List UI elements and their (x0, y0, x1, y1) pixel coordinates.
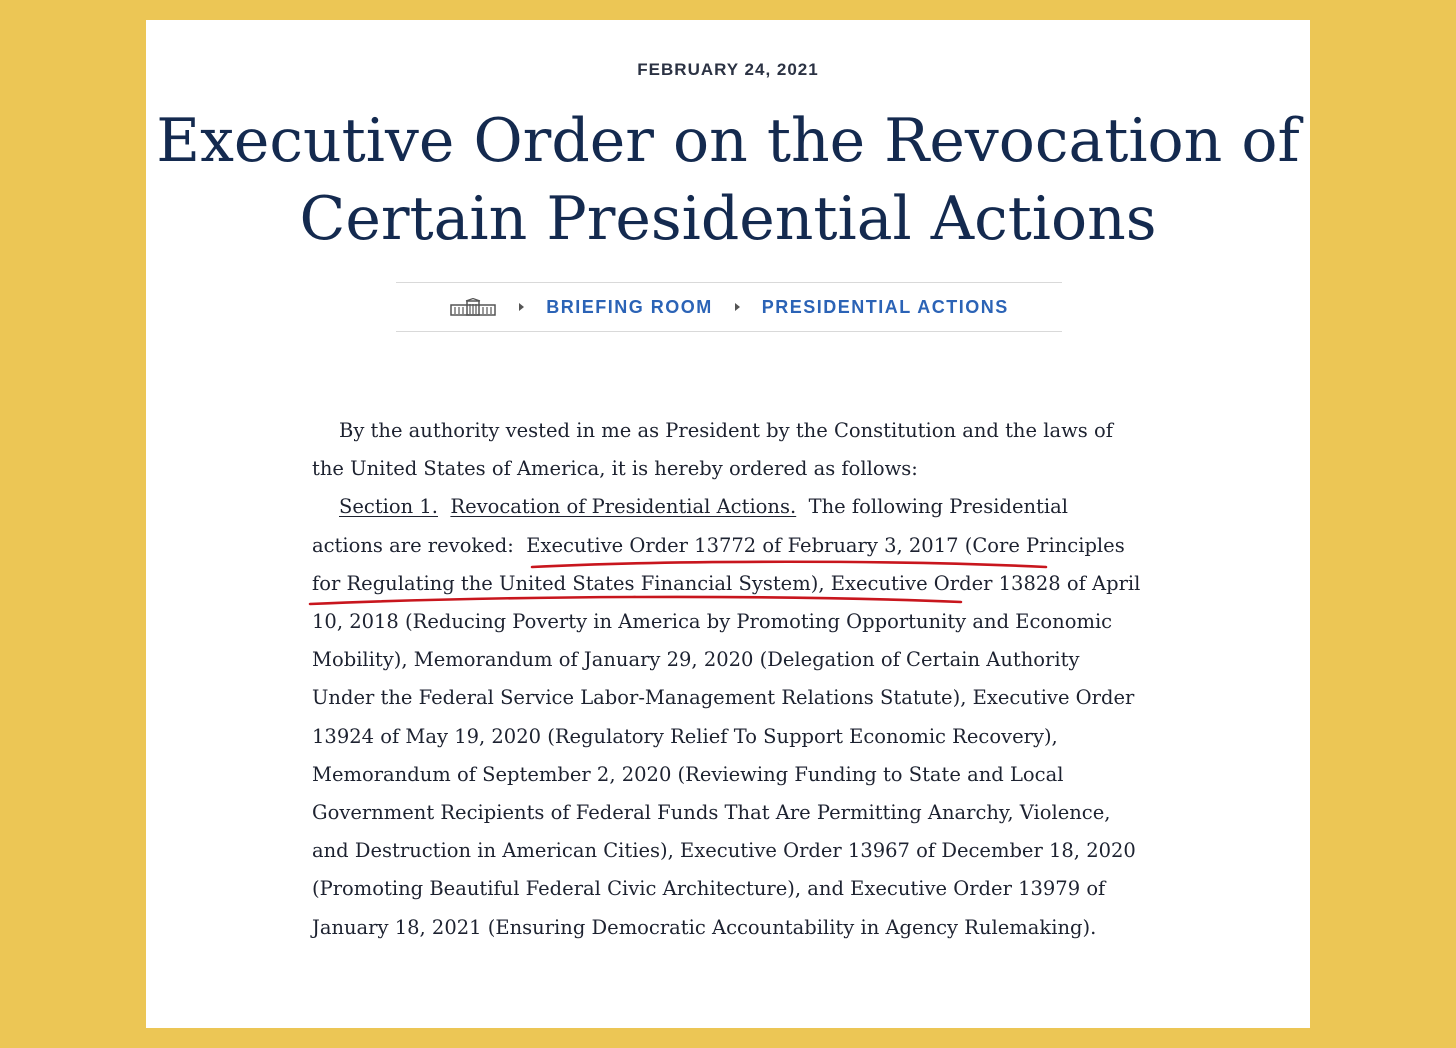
section-label: Section 1. (339, 495, 438, 519)
publish-date: FEBRUARY 24, 2021 (637, 60, 819, 79)
chevron-right-icon (519, 303, 524, 311)
breadcrumb (396, 282, 1062, 332)
section-1-paragraph (312, 488, 1142, 946)
breadcrumb-briefing-room-link[interactable]: BRIEFING ROOM (546, 296, 713, 317)
page-title (146, 102, 1310, 258)
chevron-right-icon (735, 303, 740, 311)
highlighted-revoked-action: Executive Order 13772 of February 3, 2017 (Core Principles for Regulating the United States Financial System) (312, 533, 1125, 595)
section-heading: Revocation of Presidential Actions. (450, 495, 797, 519)
page-title-line-2: Certain Presidential Actions (299, 184, 1157, 254)
page-title-line-1: Executive Order on the Revocation of (156, 106, 1300, 176)
section-rest: , Executive Order 13828 of April 10, 2018 (Reducing Poverty in America by Promoting Opportunity and Economic Mobility), Memorandum of January 29, 2020 (Delegation of Certain Authority Under the Federal Service Labor-Management Relations Statute), Executive Order 13924 of May 19, 2020 (Regulatory Relief To Support Economic Recovery), Memorandum of September 2, 2020 (Reviewing Funding to State and Local Government Recipients of Federal Funds That Are Permitting Anarchy, Violence, and Destruction in American Cities), Executive Order 13967 of December 18, 2020 (Promoting Beautiful Federal Civic Architecture), and Executive Order 13979 of January 18, 2021 (Ensuring Democratic Accountability in Agency Rulemaking). (312, 571, 1141, 939)
order-body (312, 412, 1142, 947)
section-lead: The following Presidential actions are revoked: (312, 495, 1068, 557)
white-house-icon[interactable] (449, 298, 497, 316)
breadcrumb-presidential-actions-link[interactable]: PRESIDENTIAL ACTIONS (761, 296, 1009, 317)
intro-paragraph: By the authority vested in me as President by the Constitution and the laws of the United States of America, it is hereby ordered as follows: (312, 419, 1113, 481)
article-card (146, 20, 1310, 1028)
